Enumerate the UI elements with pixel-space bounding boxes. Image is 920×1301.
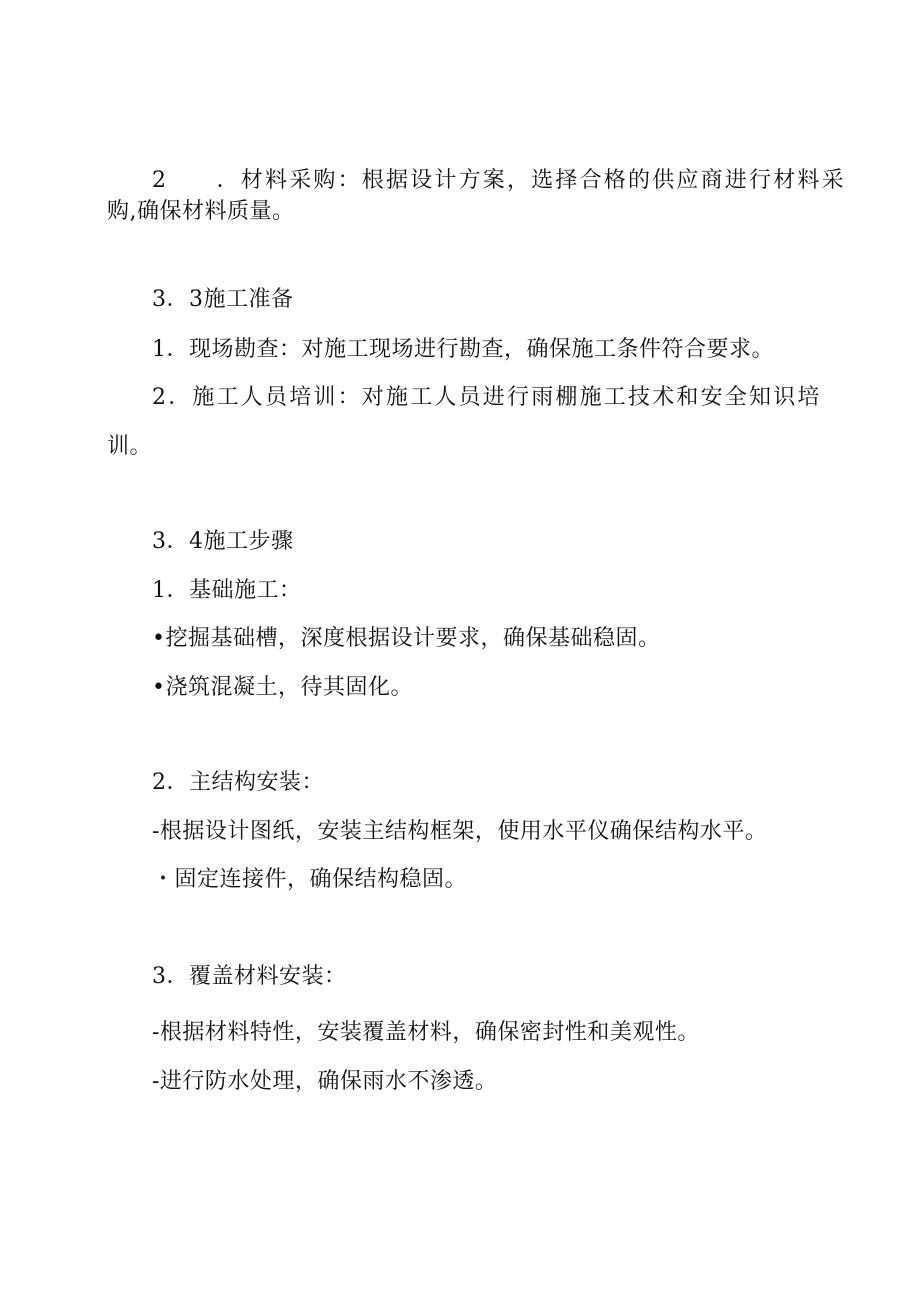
bullet-dig-trench: •挖掘基础槽，深度根据设计要求，确保基础稳固。 — [152, 626, 661, 651]
paragraph-material-purchase: 2 ．材料采购：根据设计方案，选择合格的供应商进行材料采 — [152, 168, 846, 193]
paragraph-staff-training: 2．施工人员培训：对施工人员进行雨棚施工技术和安全知识培 — [152, 385, 822, 410]
step-foundation: 1．基础施工： — [152, 578, 302, 603]
bullet-install-cover: -根据材料特性，安装覆盖材料，确保密封性和美观性。 — [152, 1020, 700, 1045]
section-heading-construction-steps: 3．4施工步骤 — [152, 529, 294, 554]
step-cover-material: 3．覆盖材料安装： — [152, 964, 347, 989]
bullet-install-frame: -根据设计图纸，安装主结构框架，使用水平仪确保结构水平。 — [152, 819, 768, 844]
paragraph-site-survey: 1．现场勘查：对施工现场进行勘查，确保施工条件符合要求。 — [152, 337, 774, 362]
section-heading-construction-prep: 3．3施工准备 — [152, 287, 294, 312]
bullet-fix-connectors: ・固定连接件，确保结构稳固。 — [152, 867, 468, 892]
bullet-waterproofing: -进行防水处理，确保雨水不渗透。 — [152, 1069, 498, 1094]
paragraph-staff-training-cont: 训。 — [107, 434, 153, 459]
paragraph-material-purchase-cont: 购,确保材料质量。 — [107, 199, 295, 224]
step-main-structure: 2．主结构安装： — [152, 770, 324, 795]
bullet-pour-concrete: •浇筑混凝土，待其固化。 — [152, 675, 413, 700]
